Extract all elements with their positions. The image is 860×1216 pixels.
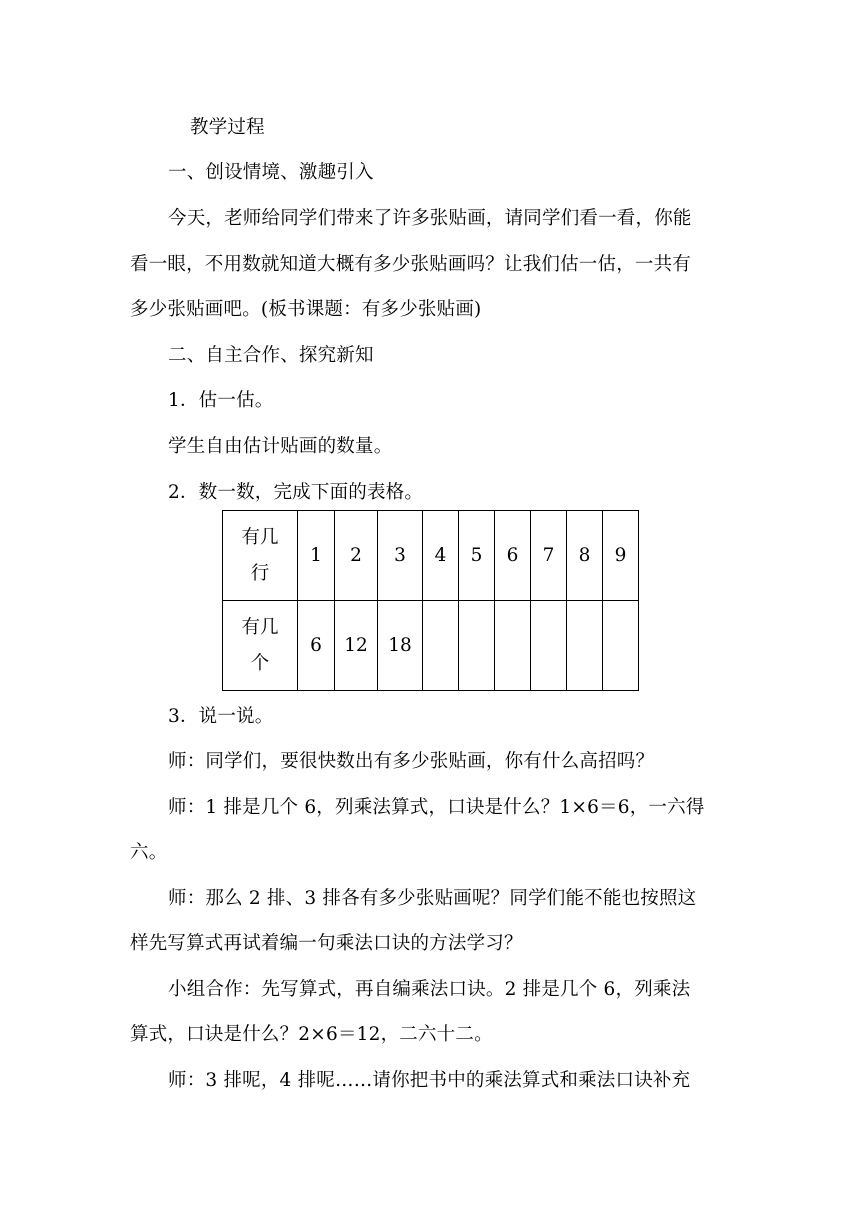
table-cell: 3 (378, 511, 423, 601)
teacher-line-2a: 师：1 排是几个 6，列乘法算式，口诀是什么？1×6＝6，一六得 (168, 797, 705, 818)
table-cell: 5 (459, 511, 495, 601)
section-heading-1: 一、创设情境、激趣引入 (168, 162, 374, 183)
step-1-text: 学生自由估计贴画的数量。 (168, 436, 393, 457)
table-cell (567, 601, 603, 691)
table-cell: 6 (298, 601, 335, 691)
teacher-line-3b: 样先写算式再试着编一句乘法口诀的方法学习？ (130, 933, 523, 954)
teacher-line-3a: 师：那么 2 排、3 排各有多少张贴画呢？同学们能不能也按照这 (168, 888, 697, 909)
group-work-line-b: 算式，口诀是什么？2×6＝12，二六十二。 (130, 1024, 493, 1045)
table-cell: 6 (495, 511, 531, 601)
row-header-count (223, 601, 298, 691)
table-cell: 12 (335, 601, 378, 691)
row-header-rows (223, 511, 298, 601)
table-cell: 8 (567, 511, 603, 601)
step-1-heading: 1．估一估。 (168, 390, 274, 411)
paragraph-1-line-1: 今天，老师给同学们带来了许多张贴画，请同学们看一看，你能 (168, 208, 692, 229)
teacher-line-2b: 六。 (130, 842, 168, 863)
teacher-line-5: 师：3 排呢，4 排呢……请你把书中的乘法算式和乘法口诀补充 (168, 1070, 691, 1091)
table-cell (495, 601, 531, 691)
table-cell: 9 (603, 511, 639, 601)
table-cell (603, 601, 639, 691)
section-heading-2: 二、自主合作、探究新知 (168, 345, 374, 366)
table-row (223, 511, 639, 601)
row-header-line: 个 (250, 652, 270, 674)
table-cell: 1 (298, 511, 335, 601)
row-header-line: 行 (250, 562, 270, 584)
paragraph-1-line-2: 看一眼，不用数就知道大概有多少张贴画吗？让我们估一估，一共有 (130, 254, 692, 275)
table-cell: 18 (378, 601, 423, 691)
row-header-line: 有几 (241, 616, 279, 638)
table-cell: 7 (531, 511, 567, 601)
count-table (222, 510, 639, 691)
table-cell (531, 601, 567, 691)
step-2-heading: 2．数一数，完成下面的表格。 (168, 482, 424, 503)
row-header-line: 有几 (241, 526, 279, 548)
table-cell: 4 (423, 511, 459, 601)
table-cell (423, 601, 459, 691)
paragraph-1-line-3: 多少张贴画吧。(板书课题：有多少张贴画) (130, 299, 482, 320)
table-cell: 2 (335, 511, 378, 601)
group-work-line-a: 小组合作：先写算式，再自编乘法口诀。2 排是几个 6，列乘法 (168, 979, 691, 1000)
table-cell (459, 601, 495, 691)
page-title: 教学过程 (190, 117, 265, 138)
teacher-line-1: 师：同学们，要很快数出有多少张贴画，你有什么高招吗？ (168, 751, 655, 772)
step-3-heading: 3．说一说。 (168, 706, 274, 727)
table-row (223, 601, 639, 691)
